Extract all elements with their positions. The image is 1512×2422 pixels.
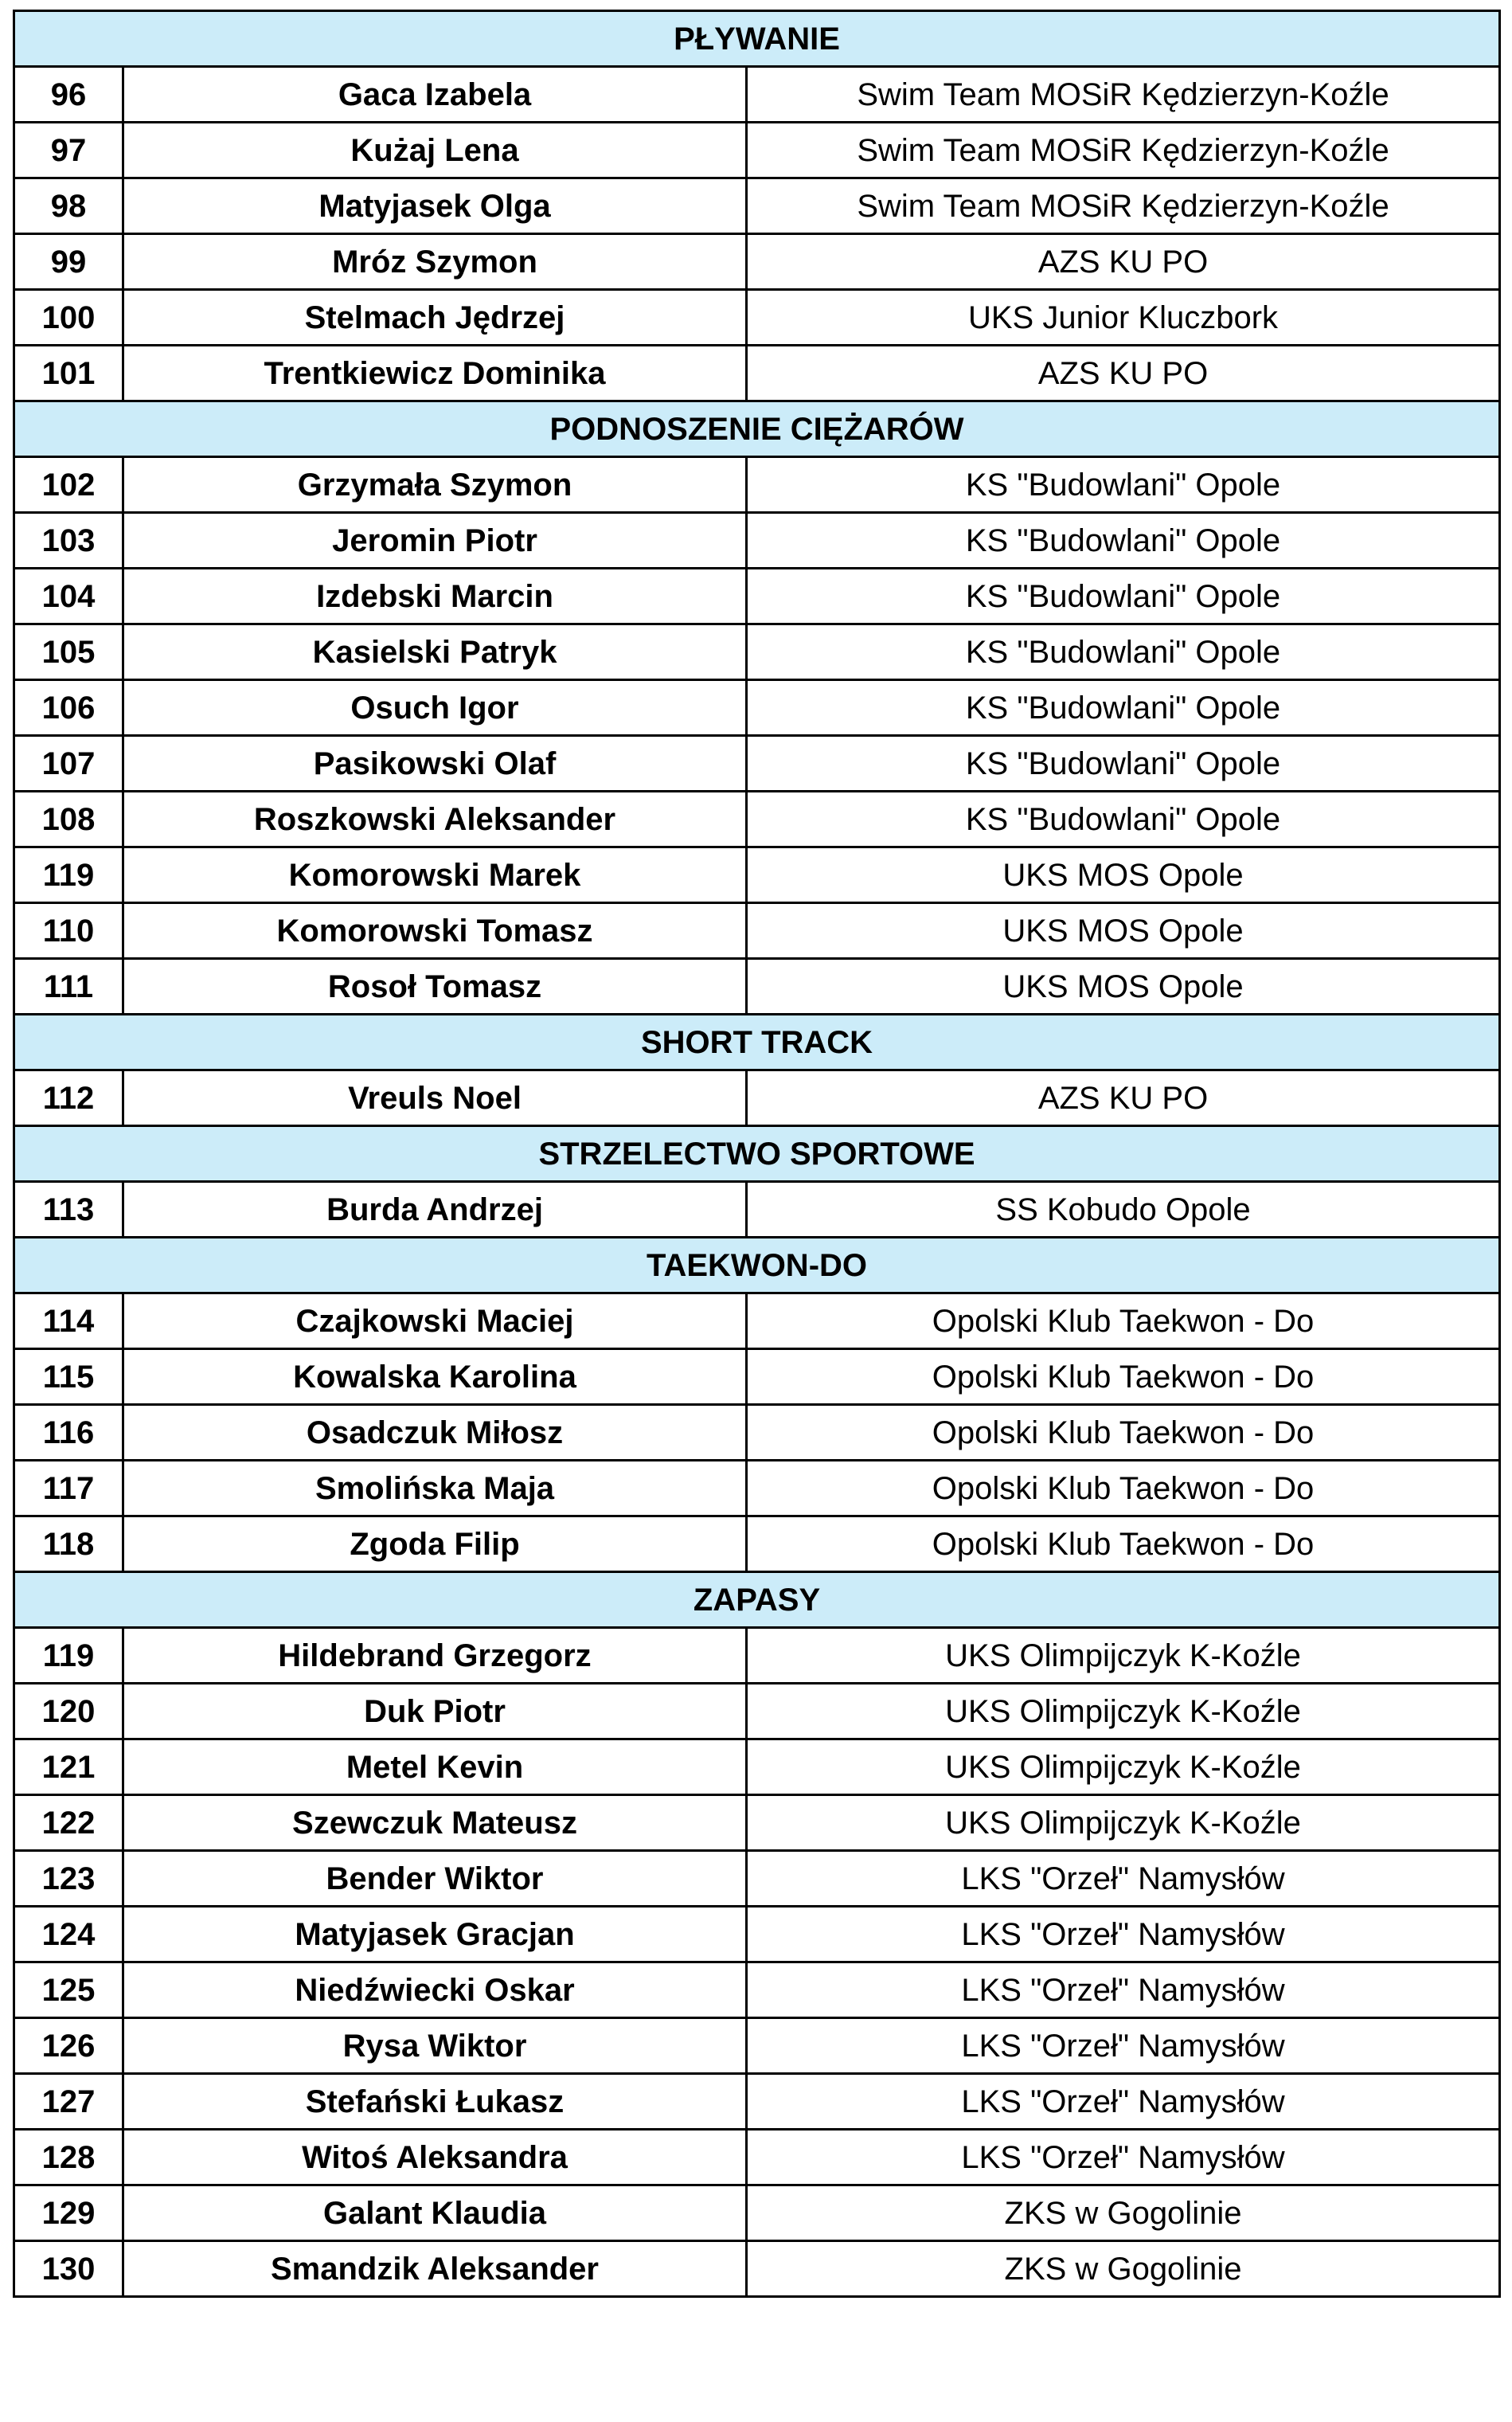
athlete-club: Opolski Klub Taekwon - Do (747, 1349, 1500, 1405)
athlete-club: AZS KU PO (747, 346, 1500, 401)
athlete-number: 121 (14, 1739, 123, 1795)
athlete-club: LKS "Orzeł" Namysłów (747, 1907, 1500, 1962)
athlete-number: 106 (14, 680, 123, 736)
section-title: PŁYWANIE (14, 11, 1500, 67)
athlete-name: Izdebski Marcin (123, 569, 747, 624)
athlete-name: Duk Piotr (123, 1684, 747, 1739)
table-row (14, 2018, 1500, 2074)
table-row (14, 67, 1500, 123)
athlete-number: 116 (14, 1405, 123, 1461)
athlete-name: Komorowski Marek (123, 847, 747, 903)
athlete-number: 98 (14, 178, 123, 234)
athlete-number: 105 (14, 624, 123, 680)
athlete-club: KS "Budowlani" Opole (747, 680, 1500, 736)
athlete-number: 124 (14, 1907, 123, 1962)
table-row (14, 903, 1500, 959)
athlete-club: LKS "Orzeł" Namysłów (747, 1851, 1500, 1907)
athlete-name: Gaca Izabela (123, 67, 747, 123)
athlete-club: Opolski Klub Taekwon - Do (747, 1461, 1500, 1516)
table-row (14, 1461, 1500, 1516)
athlete-club: UKS MOS Opole (747, 847, 1500, 903)
table-row (14, 513, 1500, 569)
athlete-number: 129 (14, 2185, 123, 2241)
table-row (14, 457, 1500, 513)
athlete-club: Swim Team MOSiR Kędzierzyn-Koźle (747, 67, 1500, 123)
athlete-name: Stefański Łukasz (123, 2074, 747, 2130)
athlete-number: 127 (14, 2074, 123, 2130)
athlete-name: Szewczuk Mateusz (123, 1795, 747, 1851)
section-header-row (14, 1015, 1500, 1070)
table-row (14, 2074, 1500, 2130)
athlete-name: Metel Kevin (123, 1739, 747, 1795)
athlete-club: LKS "Orzeł" Namysłów (747, 2130, 1500, 2185)
athlete-club: ZKS w Gogolinie (747, 2185, 1500, 2241)
athlete-name: Jeromin Piotr (123, 513, 747, 569)
athlete-club: UKS MOS Opole (747, 903, 1500, 959)
athlete-number: 123 (14, 1851, 123, 1907)
athlete-club: Swim Team MOSiR Kędzierzyn-Koźle (747, 123, 1500, 178)
table-row (14, 2130, 1500, 2185)
athlete-name: Grzymała Szymon (123, 457, 747, 513)
table-row (14, 1182, 1500, 1238)
table-row (14, 1405, 1500, 1461)
athlete-club: UKS Junior Kluczbork (747, 290, 1500, 346)
athlete-number: 111 (14, 959, 123, 1015)
section-title: STRZELECTWO SPORTOWE (14, 1126, 1500, 1182)
section-header-row (14, 1572, 1500, 1628)
table-row (14, 346, 1500, 401)
athlete-number: 115 (14, 1349, 123, 1405)
athlete-name: Komorowski Tomasz (123, 903, 747, 959)
table-row (14, 290, 1500, 346)
athlete-name: Niedźwiecki Oskar (123, 1962, 747, 2018)
athlete-club: Opolski Klub Taekwon - Do (747, 1405, 1500, 1461)
athlete-name: Hildebrand Grzegorz (123, 1628, 747, 1684)
athlete-club: AZS KU PO (747, 1070, 1500, 1126)
athlete-name: Rysa Wiktor (123, 2018, 747, 2074)
section-header-row (14, 1238, 1500, 1293)
athlete-number: 97 (14, 123, 123, 178)
athlete-number: 122 (14, 1795, 123, 1851)
table-row (14, 569, 1500, 624)
table-row (14, 959, 1500, 1015)
athlete-number: 101 (14, 346, 123, 401)
table-row (14, 2185, 1500, 2241)
athlete-number: 96 (14, 67, 123, 123)
section-header-row (14, 1126, 1500, 1182)
athlete-number: 110 (14, 903, 123, 959)
table-row (14, 178, 1500, 234)
athlete-number: 113 (14, 1182, 123, 1238)
athlete-name: Zgoda Filip (123, 1516, 747, 1572)
athlete-number: 112 (14, 1070, 123, 1126)
athlete-club: AZS KU PO (747, 234, 1500, 290)
athlete-club: KS "Budowlani" Opole (747, 513, 1500, 569)
table-row (14, 1851, 1500, 1907)
athlete-name: Trentkiewicz Dominika (123, 346, 747, 401)
athlete-name: Witoś Aleksandra (123, 2130, 747, 2185)
athlete-number: 99 (14, 234, 123, 290)
section-title: SHORT TRACK (14, 1015, 1500, 1070)
athlete-name: Bender Wiktor (123, 1851, 747, 1907)
athlete-name: Osadczuk Miłosz (123, 1405, 747, 1461)
athlete-list-sheet (13, 10, 1498, 2298)
athlete-name: Stelmach Jędrzej (123, 290, 747, 346)
athlete-club: UKS MOS Opole (747, 959, 1500, 1015)
athlete-name: Kużaj Lena (123, 123, 747, 178)
athlete-club: LKS "Orzeł" Namysłów (747, 2018, 1500, 2074)
athlete-club: LKS "Orzeł" Namysłów (747, 2074, 1500, 2130)
athlete-number: 125 (14, 1962, 123, 2018)
athlete-number: 100 (14, 290, 123, 346)
athlete-name: Kowalska Karolina (123, 1349, 747, 1405)
athlete-club: KS "Budowlani" Opole (747, 736, 1500, 792)
table-row (14, 1070, 1500, 1126)
table-row (14, 680, 1500, 736)
athlete-club: UKS Olimpijczyk K-Koźle (747, 1628, 1500, 1684)
table-row (14, 1516, 1500, 1572)
athlete-club: SS Kobudo Opole (747, 1182, 1500, 1238)
athlete-number: 130 (14, 2241, 123, 2297)
athlete-club: Opolski Klub Taekwon - Do (747, 1293, 1500, 1349)
table-row (14, 1795, 1500, 1851)
athlete-table (13, 10, 1501, 2298)
section-header-row (14, 401, 1500, 457)
table-row (14, 123, 1500, 178)
athlete-number: 119 (14, 1628, 123, 1684)
athlete-club: Swim Team MOSiR Kędzierzyn-Koźle (747, 178, 1500, 234)
table-row (14, 2241, 1500, 2297)
athlete-name: Kasielski Patryk (123, 624, 747, 680)
athlete-number: 102 (14, 457, 123, 513)
athlete-name: Roszkowski Aleksander (123, 792, 747, 847)
athlete-name: Smandzik Aleksander (123, 2241, 747, 2297)
section-title: TAEKWON-DO (14, 1238, 1500, 1293)
athlete-number: 117 (14, 1461, 123, 1516)
athlete-number: 107 (14, 736, 123, 792)
table-row (14, 624, 1500, 680)
athlete-number: 114 (14, 1293, 123, 1349)
athlete-number: 108 (14, 792, 123, 847)
table-row (14, 792, 1500, 847)
athlete-name: Mróz Szymon (123, 234, 747, 290)
athlete-name: Matyjasek Gracjan (123, 1907, 747, 1962)
section-header-row (14, 11, 1500, 67)
section-title: ZAPASY (14, 1572, 1500, 1628)
athlete-number: 103 (14, 513, 123, 569)
athlete-club: KS "Budowlani" Opole (747, 624, 1500, 680)
table-row (14, 847, 1500, 903)
table-row (14, 1739, 1500, 1795)
athlete-club: UKS Olimpijczyk K-Koźle (747, 1739, 1500, 1795)
table-row (14, 1293, 1500, 1349)
athlete-name: Burda Andrzej (123, 1182, 747, 1238)
athlete-club: LKS "Orzeł" Namysłów (747, 1962, 1500, 2018)
athlete-number: 118 (14, 1516, 123, 1572)
table-row (14, 1962, 1500, 2018)
athlete-name: Galant Klaudia (123, 2185, 747, 2241)
athlete-club: KS "Budowlani" Opole (747, 792, 1500, 847)
athlete-club: Opolski Klub Taekwon - Do (747, 1516, 1500, 1572)
table-row (14, 1907, 1500, 1962)
athlete-name: Matyjasek Olga (123, 178, 747, 234)
athlete-club: UKS Olimpijczyk K-Koźle (747, 1795, 1500, 1851)
athlete-name: Czajkowski Maciej (123, 1293, 747, 1349)
athlete-number: 128 (14, 2130, 123, 2185)
athlete-name: Pasikowski Olaf (123, 736, 747, 792)
athlete-number: 104 (14, 569, 123, 624)
athlete-club: KS "Budowlani" Opole (747, 569, 1500, 624)
athlete-number: 119 (14, 847, 123, 903)
athlete-name: Smolińska Maja (123, 1461, 747, 1516)
section-title: PODNOSZENIE CIĘŻARÓW (14, 401, 1500, 457)
athlete-number: 126 (14, 2018, 123, 2074)
table-row (14, 1628, 1500, 1684)
athlete-club: UKS Olimpijczyk K-Koźle (747, 1684, 1500, 1739)
athlete-club: KS "Budowlani" Opole (747, 457, 1500, 513)
athlete-name: Rosoł Tomasz (123, 959, 747, 1015)
athlete-table-body (14, 11, 1500, 2297)
athlete-name: Vreuls Noel (123, 1070, 747, 1126)
athlete-number: 120 (14, 1684, 123, 1739)
table-row (14, 736, 1500, 792)
athlete-name: Osuch Igor (123, 680, 747, 736)
table-row (14, 1684, 1500, 1739)
athlete-club: ZKS w Gogolinie (747, 2241, 1500, 2297)
table-row (14, 234, 1500, 290)
table-row (14, 1349, 1500, 1405)
